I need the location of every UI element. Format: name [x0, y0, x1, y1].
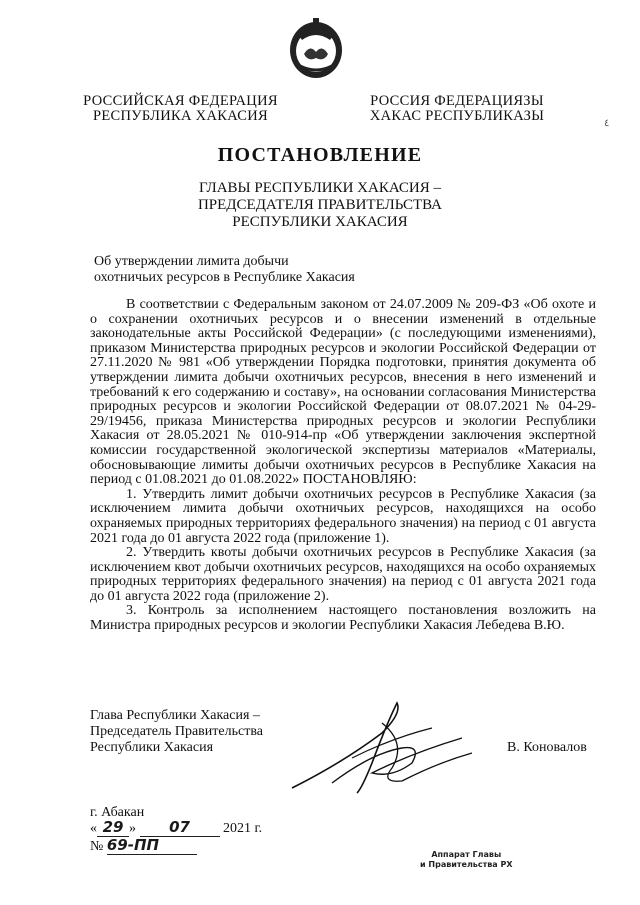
header-left-line: РОССИЙСКАЯ ФЕДЕРАЦИЯ [83, 93, 278, 109]
signatory-position [90, 708, 263, 756]
document-number: 69-ПП [107, 836, 197, 855]
header-left-block [78, 94, 283, 124]
date-line [90, 818, 262, 837]
stamp-line: и Правительства РХ [420, 860, 513, 869]
header-right-line: РОССИЯ ФЕДЕРАЦИЯЗЫ [370, 93, 544, 109]
body-paragraph: 3. Контроль за исполнением настоящего постановления возложить на Министра природных ресурсов и экологии Республики Хакасия Лебедева В.Ю. [90, 603, 596, 634]
subtitle-line: ГЛАВЫ РЕСПУБЛИКИ ХАКАСИЯ – [198, 180, 442, 196]
body-paragraph: 1. Утвердить лимит добычи охотничьих ресурсов в Республике Хакасия (за исключением лимита добычи охотничьих ресурсов, находящихся на особо охраняемых природных территориях федерального значения) на период с 01 августа 2021 года до 01 августа 2022 года (приложение 1). [90, 486, 596, 546]
body-paragraph: В соответствии с Федеральным законом от 24.07.2009 № 209-ФЗ «Об охоте и о сохранении охотничьих ресурсов и о внесении изменений в отдельные законодательные акты Российской Федерации» (с последующими изменениями), приказом Министерства природных ресурсов и экологии Российской Федерации от 27.11.2020 № 981 «Об утверждении Порядка подготовки, принятия документа об утверждении лимита добычи охотничьих ресурсов, внесения в него изменений и требований к его содержанию и составу», на основании согласования Министерства природных ресурсов и экологии Российской Федерации от 08.07.2021 № 04-29-29/19456, приказа Министерства природных ресурсов и экологии Республики Хакасия от 28.05.2021 № 010-914-пр «Об утверждении заключения экспертной комиссии государственной экологической экспертизы материалов «Материалы, обосновывающие лимиты добычи охотничьих ресурсов в Республике Хакасия на период с 01.08.2021 до 01.08.2022» ПОСТАНОВЛЯЮ: [90, 297, 596, 488]
date-close-quote: » [129, 821, 136, 836]
scan-mark: ٤ [604, 118, 610, 129]
date-day: 29 [97, 818, 129, 837]
coat-of-arms-icon [280, 14, 352, 80]
date-open-quote: « [90, 821, 97, 836]
coat-of-arms-seal [280, 14, 352, 80]
document-subject [94, 254, 355, 286]
header-left-line: РЕСПУБЛИКА ХАКАСИЯ [93, 108, 268, 124]
document-number-line [90, 836, 197, 855]
date-year: 2021 г. [223, 821, 263, 836]
position-line: Республики Хакасия [90, 740, 214, 755]
header-right-block [368, 94, 546, 124]
document-title: ПОСТАНОВЛЕНИЕ [217, 144, 423, 166]
body-paragraph: 2. Утвердить квоты добычи охотничьих ресурсов в Республике Хакасия (за исключением квот добычи охотничьих ресурсов, находящихся на особо охраняемых природных территориях федерального значения) на период с 01 августа 2021 года до 01 августа 2022 года (приложение 2). [90, 545, 596, 604]
subtitle-line: ПРЕДСЕДАТЕЛЯ ПРАВИТЕЛЬСТВА [197, 197, 443, 213]
signatory-name: В. Коновалов [507, 740, 587, 755]
stamp-line: Аппарат Главы [431, 850, 502, 859]
handwritten-signature [262, 693, 492, 803]
number-prefix: № [90, 839, 104, 854]
office-stamp [420, 850, 513, 870]
header-right-line: ХАКАС РЕСПУБЛИКАЗЫ [369, 108, 545, 124]
document-body [90, 298, 596, 634]
position-line: Глава Республики Хакасия – [90, 708, 260, 723]
place-of-issue: г. Абакан [90, 805, 145, 820]
subject-line: Об утверждении лимита добычи [94, 254, 289, 269]
date-month: 07 [140, 818, 220, 837]
position-line: Председатель Правительства [90, 724, 263, 739]
subject-line: охотничьих ресурсов в Республике Хакасия [94, 270, 355, 285]
document-subtitle [0, 180, 640, 231]
subtitle-line: РЕСПУБЛИКИ ХАКАСИЯ [232, 214, 408, 230]
